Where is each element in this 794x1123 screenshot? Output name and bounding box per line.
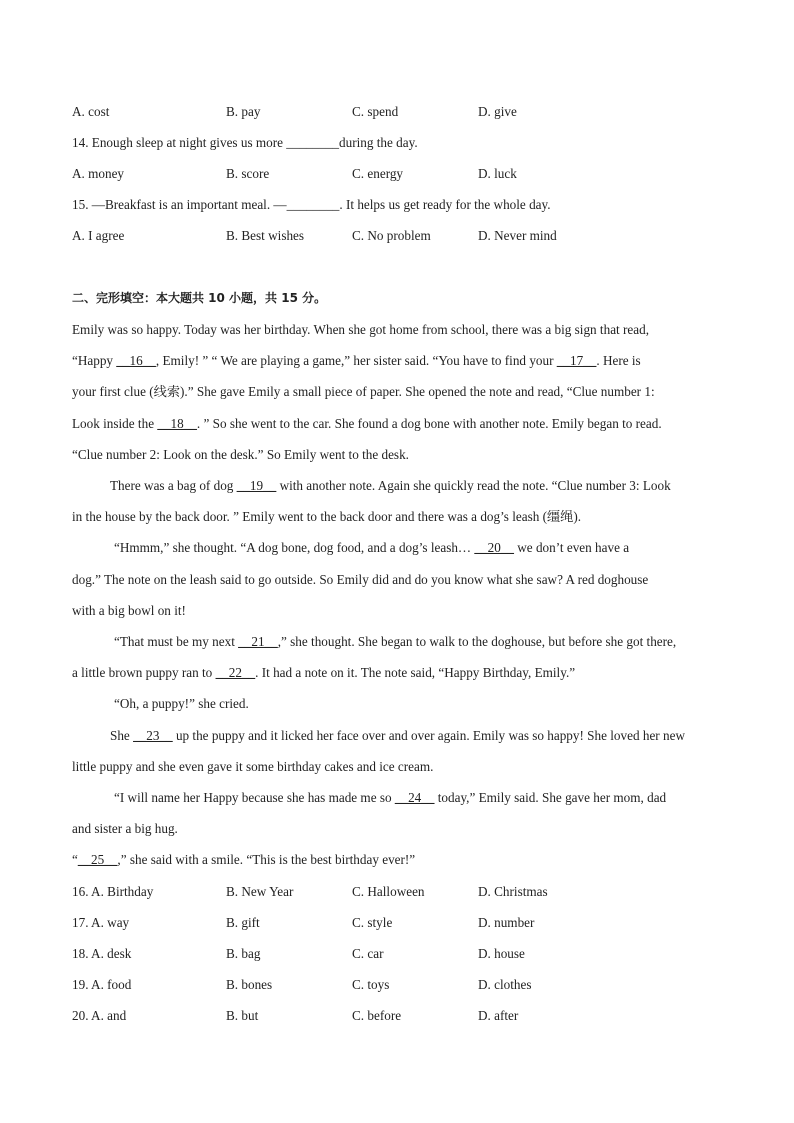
blank-19: __19__: [236, 478, 277, 493]
q16-option-b: B. New Year: [226, 884, 294, 899]
passage-text: “That must be my next: [114, 634, 239, 649]
q15-option-b: B. Best wishes: [226, 228, 305, 243]
blank-22: __22__: [215, 665, 256, 680]
passage-line-13: “Oh, a puppy!” she cried.: [114, 696, 249, 711]
q14-option-c: C. energy: [352, 166, 404, 181]
section-2-title: 二、完形填空：本大题共 10 小题，共 15 分。: [72, 291, 327, 305]
q17-option-b: B. gift: [226, 915, 260, 930]
q16-option-a: 16. A. Birthday: [72, 884, 154, 899]
passage-text: today,” Emily said. She gave her mom, dad: [434, 790, 667, 805]
blank-16: __16__: [116, 353, 156, 368]
passage-line-12: [72, 665, 575, 681]
blank-24: __24__: [394, 790, 435, 805]
q20-option-a: 20. A. and: [72, 1008, 127, 1023]
q17-option-c: C. style: [352, 915, 393, 930]
passage-line-3: your first clue (线索).” She gave Emily a small piece of paper. She opened the note and read, “Clue number 1:: [72, 384, 655, 399]
q17-option-d: D. number: [478, 915, 535, 930]
blank-17: __17__: [556, 353, 597, 368]
passage-line-6: [110, 478, 671, 494]
passage-text: . ” So she went to the car. She found a dog bone with another note. Emily began to read.: [196, 416, 662, 431]
passage-text: “I will name her Happy because she has made me so: [114, 790, 395, 805]
passage-text: with another note. Again she quickly read the note. “Clue number 3: Look: [276, 478, 671, 493]
passage-line-2: [72, 353, 641, 369]
q19-option-a: 19. A. food: [72, 977, 132, 992]
q18-option-a: 18. A. desk: [72, 946, 132, 961]
passage-line-7: in the house by the back door. ” Emily went to the back door and there was a dog’s leash (缰绳).: [72, 509, 582, 524]
q15-stem-before: 15. —Breakfast is an important meal. —: [72, 197, 287, 212]
q16-option-d: D. Christmas: [478, 884, 548, 899]
q15-option-a: A. I agree: [72, 228, 125, 243]
blank-21: __21__: [238, 634, 278, 649]
q14-option-a: A. money: [72, 166, 125, 181]
passage-text: She: [110, 728, 134, 743]
passage-line-18: [72, 852, 415, 868]
passage-line-16: [114, 790, 666, 806]
q15-option-c: C. No problem: [352, 228, 431, 243]
q19-option-d: D. clothes: [478, 977, 532, 992]
q13-option-c: C. spend: [352, 104, 399, 119]
passage-text: “Hmmm,” she thought. “A dog bone, dog food, and a dog’s leash…: [114, 540, 475, 555]
q13-option-d: D. give: [478, 104, 517, 119]
q14-option-d: D. luck: [478, 166, 517, 181]
passage-text: ,” she thought. She began to walk to the doghouse, but before she got there,: [277, 634, 677, 649]
passage-text: , Emily! ” “ We are playing a game,” her sister said. “You have to find your: [155, 353, 557, 368]
passage-line-4: [72, 416, 662, 432]
q18-option-c: C. car: [352, 946, 384, 961]
q15-blank: ________: [286, 197, 340, 212]
passage-text: There was a bag of dog: [110, 478, 237, 493]
passage-line-14: [110, 728, 685, 744]
passage-text: . Here is: [596, 353, 641, 368]
q19-option-c: C. toys: [352, 977, 390, 992]
passage-text: ,” she said with a smile. “This is the best birthday ever!”: [117, 852, 416, 867]
q19-option-b: B. bones: [226, 977, 273, 992]
q14-option-b: B. score: [226, 166, 270, 181]
passage-text: we don’t even have a: [513, 540, 630, 555]
blank-18: __18__: [157, 416, 197, 431]
passage-line-17: and sister a big hug.: [72, 821, 178, 836]
blank-20: __20__: [474, 540, 514, 555]
q14-stem-before: 14. Enough sleep at night gives us more: [72, 135, 287, 150]
q13-option-b: B. pay: [226, 104, 261, 119]
q17-option-a: 17. A. way: [72, 915, 130, 930]
passage-text: a little brown puppy ran to: [72, 665, 216, 680]
q18-option-b: B. bag: [226, 946, 261, 961]
passage-text: up the puppy and it licked her face over and over again. Emily was so happy! She loved her new: [172, 728, 685, 743]
passage-text: “: [72, 852, 78, 867]
passage-line-1: Emily was so happy. Today was her birthday. When she got home from school, there was a big sign that read,: [72, 322, 649, 337]
q15-option-d: D. Never mind: [478, 228, 557, 243]
passage-line-15: little puppy and she even gave it some birthday cakes and ice cream.: [72, 759, 434, 774]
blank-25: __25__: [77, 852, 118, 867]
q20-option-c: C. before: [352, 1008, 402, 1023]
q16-option-c: C. Halloween: [352, 884, 425, 899]
blank-23: __23__: [133, 728, 173, 743]
passage-text: Look inside the: [72, 416, 158, 431]
passage-text: . It had a note on it. The note said, “Happy Birthday, Emily.”: [255, 665, 576, 680]
passage-line-8: [114, 540, 629, 556]
question-15: [72, 197, 551, 213]
q13-option-a: A. cost: [72, 104, 110, 119]
q14-blank: ________: [286, 135, 340, 150]
passage-line-11: [114, 634, 676, 650]
passage-text: “Happy: [72, 353, 117, 368]
q18-option-d: D. house: [478, 946, 525, 961]
q20-option-d: D. after: [478, 1008, 519, 1023]
q20-option-b: B. but: [226, 1008, 259, 1023]
passage-line-5: “Clue number 2: Look on the desk.” So Emily went to the desk.: [72, 447, 409, 462]
q14-stem-after: during the day.: [339, 135, 418, 150]
passage-line-9: dog.” The note on the leash said to go outside. So Emily did and do you know what she saw? A red doghouse: [72, 572, 649, 587]
q15-stem-after: . It helps us get ready for the whole day.: [339, 197, 551, 212]
question-14: [72, 135, 418, 151]
passage-line-10: with a big bowl on it!: [72, 603, 186, 618]
